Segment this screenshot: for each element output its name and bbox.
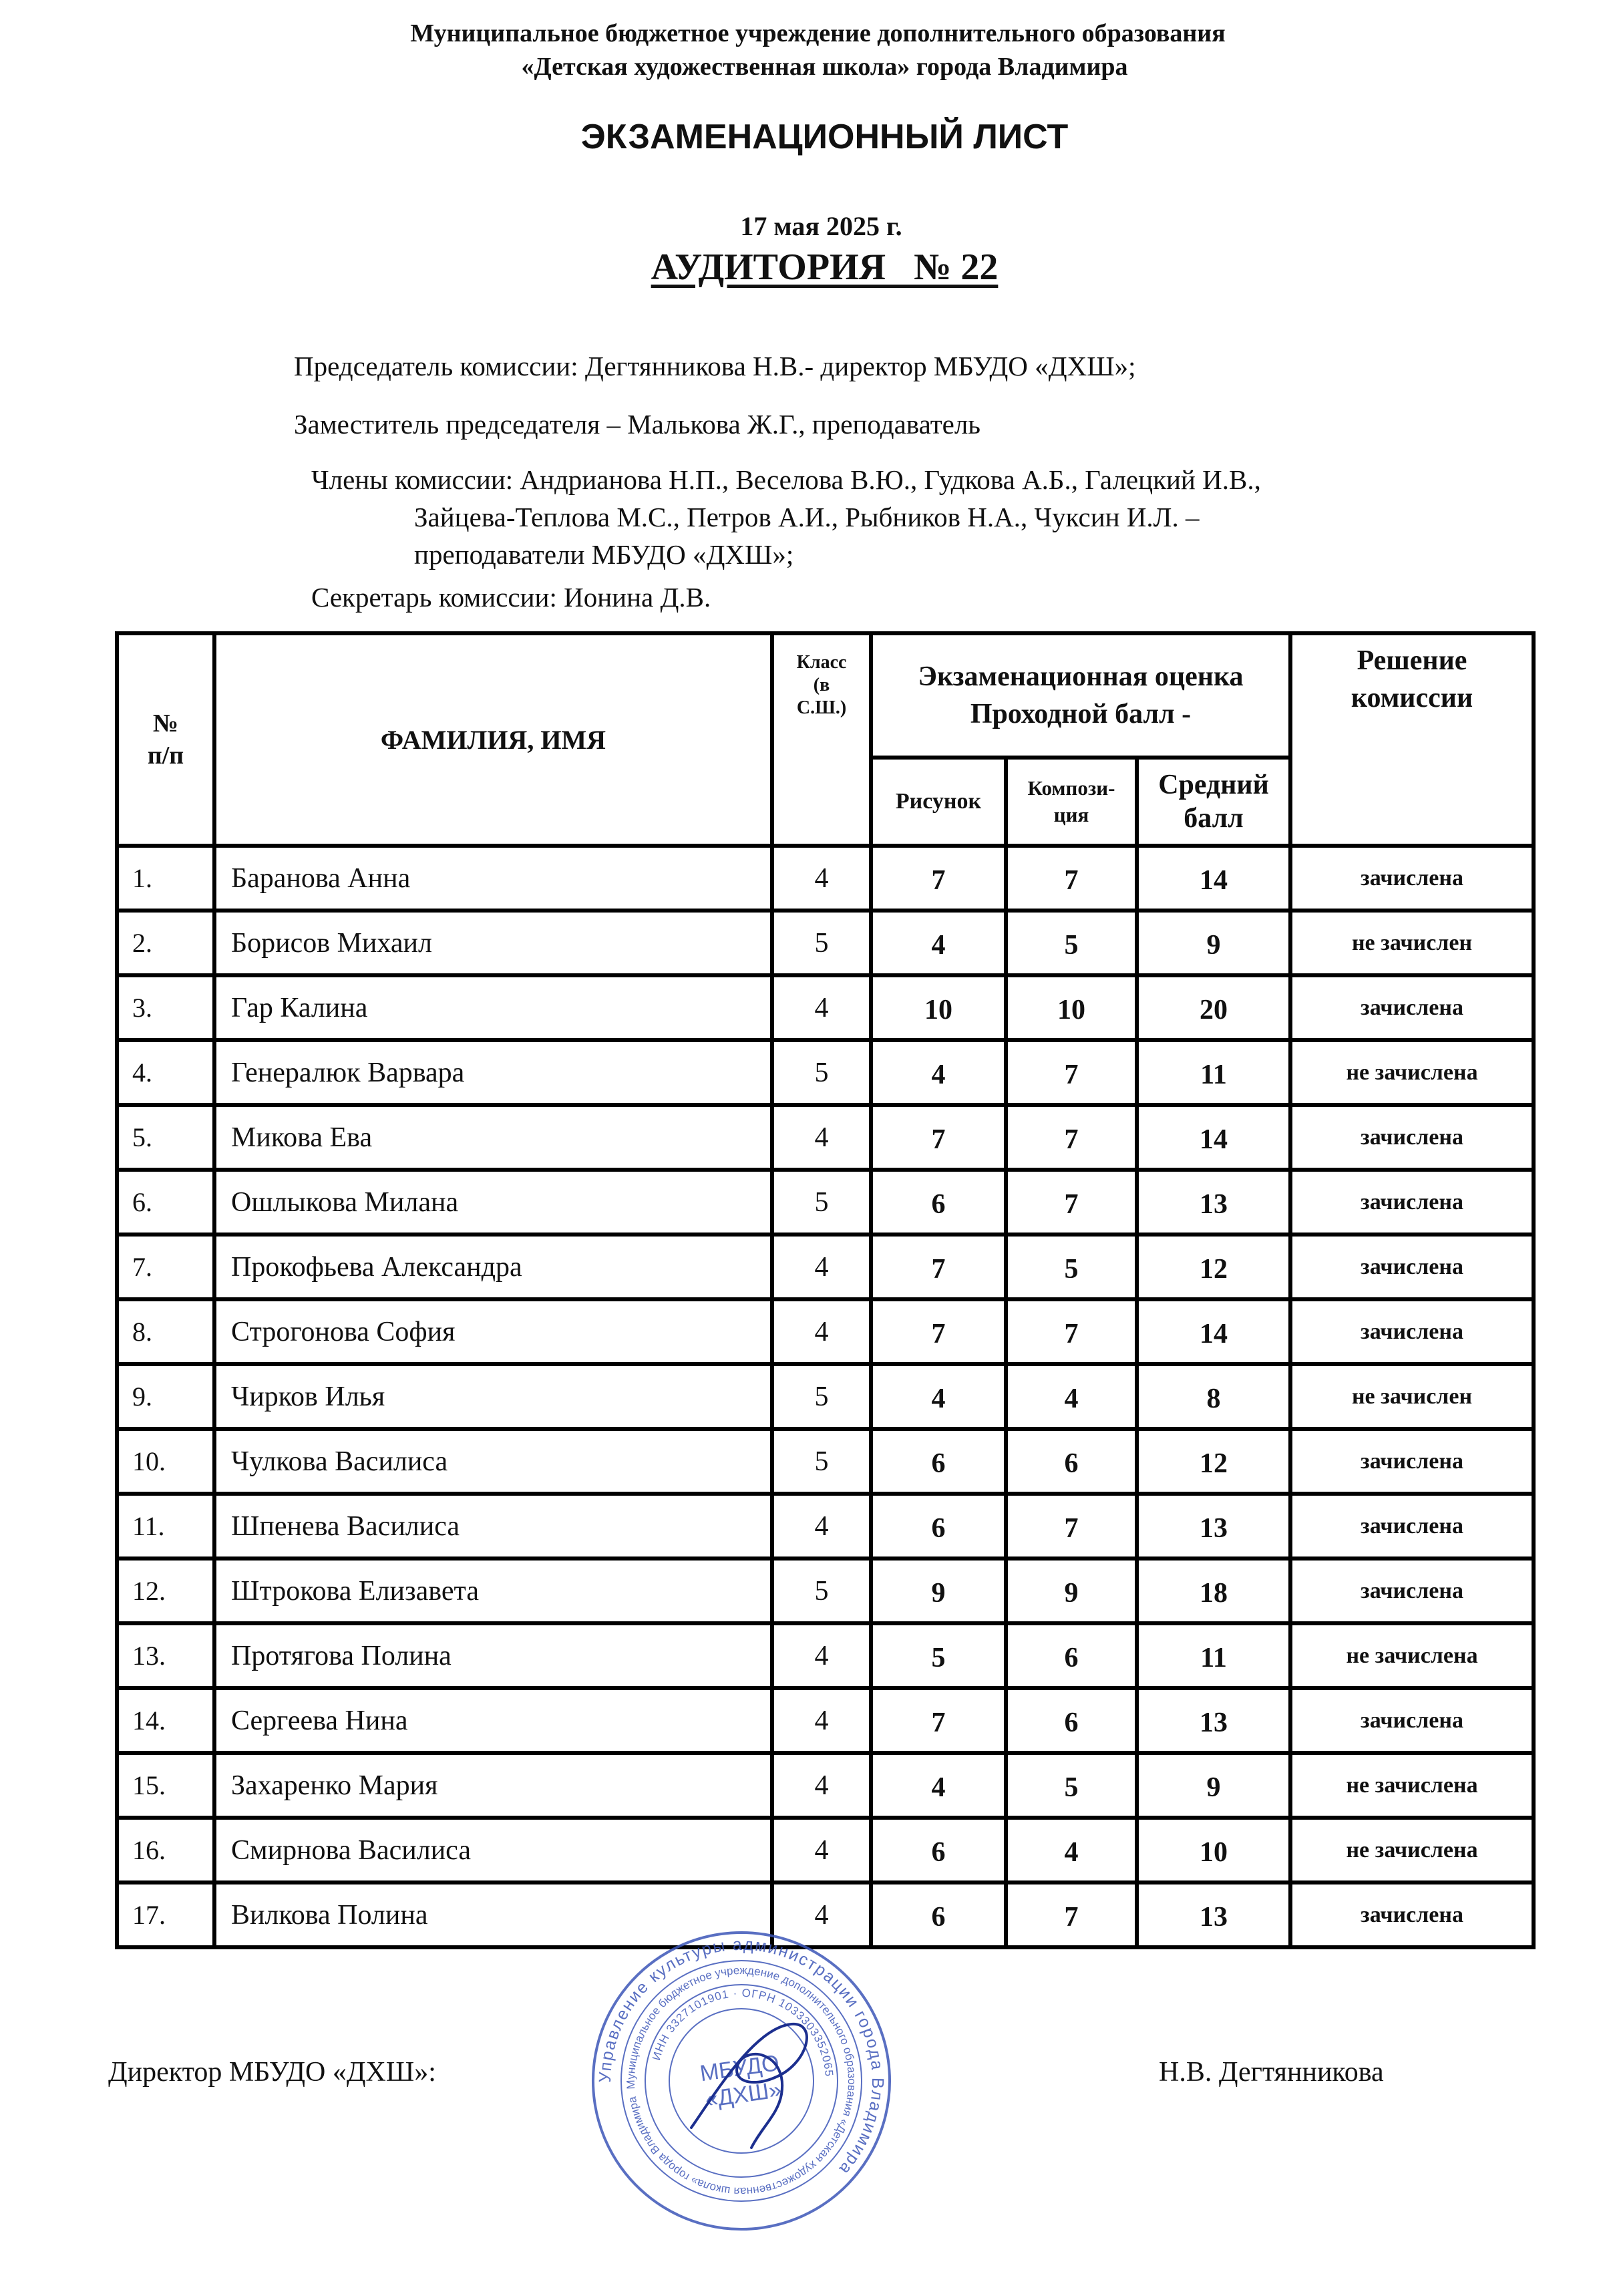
school-class: 4	[772, 1494, 871, 1559]
commission-decision: не зачислена	[1290, 1753, 1534, 1818]
commission-decision: зачислена	[1290, 975, 1534, 1040]
drawing-score: 7	[871, 1105, 1006, 1170]
school-class: 4	[772, 1235, 871, 1299]
drawing-score: 4	[871, 911, 1006, 975]
room-text: АУДИТОРИЯ № 22	[651, 247, 999, 288]
composition-score: 7	[1006, 1494, 1137, 1559]
exam-date: 17 мая 2025 г.	[740, 211, 902, 241]
commission-chair: Председатель комиссии: Дегтянникова Н.В.- директор МБУДО «ДХШ»;	[294, 351, 1136, 381]
exam-results-table	[115, 631, 1536, 1949]
student-name: Шпенева Василиса	[214, 1494, 772, 1559]
student-name: Протягова Полина	[214, 1623, 772, 1688]
commission-decision: зачислена	[1290, 1170, 1534, 1235]
row-number: 3.	[117, 975, 214, 1040]
composition-score: 9	[1006, 1559, 1137, 1623]
table-row	[117, 846, 1534, 911]
director-label: Директор МБУДО «ДХШ»:	[108, 2057, 436, 2088]
student-name: Чулкова Василиса	[214, 1429, 772, 1494]
student-name: Чирков Илья	[214, 1364, 772, 1429]
average-score: 18	[1137, 1559, 1290, 1623]
stamp-center-line-2: «ДХШ»	[703, 2076, 783, 2113]
row-number: 1.	[117, 846, 214, 911]
commission-decision: зачислена	[1290, 1882, 1534, 1947]
header-commission-decision	[1290, 633, 1534, 846]
composition-score: 6	[1006, 1688, 1137, 1753]
commission-members-line-1: Члены комиссии: Андрианова Н.П., Веселова В.Ю., Гудкова А.Б., Галецкий И.В.,	[311, 464, 1261, 495]
commission-decision: зачислена	[1290, 1688, 1534, 1753]
row-number: 17.	[117, 1882, 214, 1947]
school-class: 5	[772, 1429, 871, 1494]
header-row-number	[117, 633, 214, 846]
table-row	[117, 1753, 1534, 1818]
composition-score: 5	[1006, 911, 1137, 975]
row-number: 10.	[117, 1429, 214, 1494]
drawing-score: 7	[871, 1688, 1006, 1753]
average-score: 11	[1137, 1040, 1290, 1105]
student-name: Ошлыкова Милана	[214, 1170, 772, 1235]
row-number: 4.	[117, 1040, 214, 1105]
drawing-score: 7	[871, 1235, 1006, 1299]
school-class: 5	[772, 1040, 871, 1105]
average-score: 12	[1137, 1429, 1290, 1494]
school-class: 4	[772, 1105, 871, 1170]
commission-decision: зачислена	[1290, 1429, 1534, 1494]
table-row	[117, 1364, 1534, 1429]
row-number: 12.	[117, 1559, 214, 1623]
school-class: 4	[772, 1882, 871, 1947]
stamp-center-line-1: МБУДО	[698, 2050, 781, 2087]
table-row	[117, 1623, 1534, 1688]
drawing-score: 4	[871, 1364, 1006, 1429]
drawing-score: 9	[871, 1559, 1006, 1623]
commission-decision: не зачислена	[1290, 1818, 1534, 1882]
header-composition	[1006, 758, 1137, 846]
org-name-line-1: Муниципальное бюджетное учреждение дополнительного образования	[410, 19, 1226, 47]
drawing-score: 4	[871, 1753, 1006, 1818]
row-number: 2.	[117, 911, 214, 975]
student-name: Борисов Михаил	[214, 911, 772, 975]
row-number: 16.	[117, 1818, 214, 1882]
composition-score: 7	[1006, 1040, 1137, 1105]
table-row	[117, 1170, 1534, 1235]
table-row	[117, 1688, 1534, 1753]
table-row	[117, 1429, 1534, 1494]
student-name: Строгонова София	[214, 1299, 772, 1364]
header-school-class	[772, 633, 871, 846]
row-number: 11.	[117, 1494, 214, 1559]
school-class: 4	[772, 1753, 871, 1818]
commission-decision: не зачислен	[1290, 1364, 1534, 1429]
drawing-score: 6	[871, 1170, 1006, 1235]
commission-secretary: Секретарь комиссии: Ионина Д.В.	[311, 582, 711, 613]
commission-decision: зачислена	[1290, 1235, 1534, 1299]
drawing-score: 7	[871, 846, 1006, 911]
commission-decision: зачислена	[1290, 1494, 1534, 1559]
row-number: 14.	[117, 1688, 214, 1753]
composition-score: 6	[1006, 1429, 1137, 1494]
composition-score: 6	[1006, 1623, 1137, 1688]
header-school-class-text: Класс (в С.Ш.)	[796, 652, 847, 718]
composition-score: 7	[1006, 1170, 1137, 1235]
stamp-inner-text: ИНН 3327101901 · ОГРН 1033303352065	[649, 1986, 836, 2078]
school-class: 4	[772, 1623, 871, 1688]
average-score: 14	[1137, 846, 1290, 911]
row-number: 15.	[117, 1753, 214, 1818]
header-average-score-text: Средний балл	[1158, 770, 1269, 834]
table-row	[117, 1559, 1534, 1623]
drawing-score: 6	[871, 1494, 1006, 1559]
commission-decision: не зачислена	[1290, 1040, 1534, 1105]
drawing-score: 10	[871, 975, 1006, 1040]
average-score: 14	[1137, 1105, 1290, 1170]
official-stamp	[588, 1927, 895, 2235]
school-class: 4	[772, 846, 871, 911]
school-class: 4	[772, 1688, 871, 1753]
composition-score: 4	[1006, 1364, 1137, 1429]
composition-score: 10	[1006, 975, 1137, 1040]
student-name: Штрокова Елизавета	[214, 1559, 772, 1623]
composition-score: 7	[1006, 846, 1137, 911]
student-name: Баранова Анна	[214, 846, 772, 911]
average-score: 13	[1137, 1688, 1290, 1753]
row-number: 8.	[117, 1299, 214, 1364]
school-class: 4	[772, 1818, 871, 1882]
commission-deputy: Заместитель председателя – Малькова Ж.Г., преподаватель	[294, 409, 981, 440]
student-name: Смирнова Василиса	[214, 1818, 772, 1882]
drawing-score: 4	[871, 1040, 1006, 1105]
header-row-number-text: № п/п	[147, 709, 184, 770]
average-score: 9	[1137, 911, 1290, 975]
commission-decision: зачислена	[1290, 1105, 1534, 1170]
student-name: Микова Ева	[214, 1105, 772, 1170]
student-name: Захаренко Мария	[214, 1753, 772, 1818]
school-class: 5	[772, 1170, 871, 1235]
table-row	[117, 1299, 1534, 1364]
average-score: 9	[1137, 1753, 1290, 1818]
row-number: 13.	[117, 1623, 214, 1688]
student-name: Вилкова Полина	[214, 1882, 772, 1947]
average-score: 20	[1137, 975, 1290, 1040]
commission-decision: зачислена	[1290, 1299, 1534, 1364]
school-class: 5	[772, 1559, 871, 1623]
table-row	[117, 975, 1534, 1040]
average-score: 13	[1137, 1882, 1290, 1947]
row-number: 6.	[117, 1170, 214, 1235]
average-score: 13	[1137, 1494, 1290, 1559]
average-score: 13	[1137, 1170, 1290, 1235]
exam-table-body	[117, 846, 1534, 1947]
table-row	[117, 911, 1534, 975]
composition-score: 5	[1006, 1235, 1137, 1299]
header-exam-score-text: Экзаменационная оценка Проходной балл -	[918, 661, 1244, 729]
commission-decision: не зачислена	[1290, 1623, 1534, 1688]
room-number	[0, 246, 1609, 289]
header-commission-decision-text: Решение комиссии	[1351, 645, 1473, 713]
school-class: 5	[772, 1364, 871, 1429]
commission-decision: зачислена	[1290, 1559, 1534, 1623]
drawing-score: 6	[871, 1818, 1006, 1882]
composition-score: 7	[1006, 1882, 1137, 1947]
average-score: 10	[1137, 1818, 1290, 1882]
header-average-score	[1137, 758, 1290, 846]
table-row	[117, 1235, 1534, 1299]
commission-members-line-3: преподаватели МБУДО «ДХШ»;	[414, 539, 794, 570]
composition-score: 5	[1006, 1753, 1137, 1818]
org-name-line-2: «Детская художественная школа» города Владимира	[521, 53, 1128, 81]
header-composition-text: Компози- ция	[1027, 776, 1115, 826]
composition-score: 7	[1006, 1299, 1137, 1364]
student-name: Прокофьева Александра	[214, 1235, 772, 1299]
commission-decision: зачислена	[1290, 846, 1534, 911]
commission-decision: не зачислен	[1290, 911, 1534, 975]
table-row	[117, 1494, 1534, 1559]
average-score: 8	[1137, 1364, 1290, 1429]
stamp-middle-text: Муниципальное бюджетное учреждение дополнительного образования «Детская художественная школа» города Владимира	[624, 1963, 859, 2198]
student-name: Гар Калина	[214, 975, 772, 1040]
average-score: 11	[1137, 1623, 1290, 1688]
drawing-score: 5	[871, 1623, 1006, 1688]
average-score: 12	[1137, 1235, 1290, 1299]
header-exam-score-group	[871, 633, 1290, 758]
row-number: 9.	[117, 1364, 214, 1429]
document-title: ЭКЗАМЕНАЦИОННЫЙ ЛИСТ	[580, 118, 1069, 156]
school-class: 4	[772, 975, 871, 1040]
drawing-score: 7	[871, 1299, 1006, 1364]
school-class: 4	[772, 1299, 871, 1364]
student-name: Сергеева Нина	[214, 1688, 772, 1753]
table-row	[117, 1040, 1534, 1105]
school-class: 5	[772, 911, 871, 975]
header-drawing: Рисунок	[871, 758, 1006, 846]
commission-members-line-2: Зайцева-Теплова М.С., Петров А.И., Рыбников Н.А., Чуксин И.Л. –	[414, 502, 1200, 532]
table-row	[117, 1818, 1534, 1882]
table-row	[117, 1105, 1534, 1170]
drawing-score: 6	[871, 1882, 1006, 1947]
director-name: Н.В. Дегтянникова	[1159, 2057, 1384, 2088]
row-number: 5.	[117, 1105, 214, 1170]
header-full-name: ФАМИЛИЯ, ИМЯ	[214, 633, 772, 846]
stamp-outer-text: Управление культуры администрации города Владимира	[595, 1935, 888, 2179]
average-score: 14	[1137, 1299, 1290, 1364]
row-number: 7.	[117, 1235, 214, 1299]
student-name: Генералюк Варвара	[214, 1040, 772, 1105]
composition-score: 4	[1006, 1818, 1137, 1882]
drawing-score: 6	[871, 1429, 1006, 1494]
composition-score: 7	[1006, 1105, 1137, 1170]
